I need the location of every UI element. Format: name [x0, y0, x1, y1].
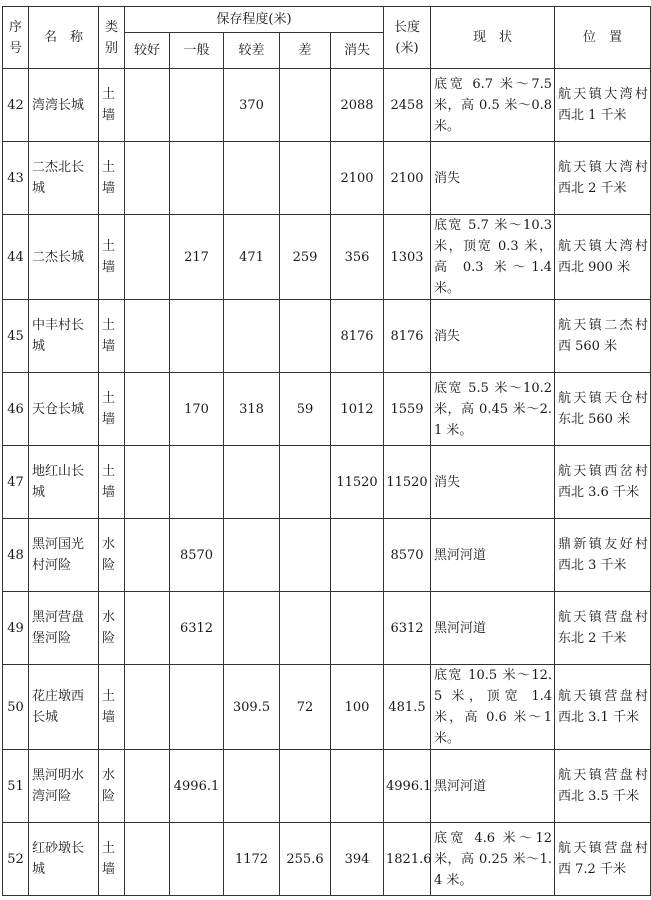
cell-name: 地红山长城 [29, 446, 99, 519]
cell-poor [224, 750, 280, 823]
cell-status: 底宽 6.7 米～7.5 米，高 0.5 米～0.8 米。 [431, 69, 555, 142]
cell-seq: 50 [3, 665, 29, 750]
cell-fair [170, 142, 224, 215]
header-seq: 序号 [3, 7, 29, 69]
cell-fair: 8570 [170, 519, 224, 592]
cell-good [125, 373, 170, 446]
cell-seq: 47 [3, 446, 29, 519]
cell-good [125, 592, 170, 665]
cell-length: 4996.1 [384, 750, 431, 823]
header-kind: 类别 [99, 7, 125, 69]
cell-length: 6312 [384, 592, 431, 665]
cell-status: 底宽 5.5 米～10.2 米，高 0.45 米～2.1 米。 [431, 373, 555, 446]
cell-seq: 52 [3, 823, 29, 896]
cell-seq: 49 [3, 592, 29, 665]
cell-length: 8176 [384, 300, 431, 373]
cell-bad [280, 750, 331, 823]
cell-poor: 309.5 [224, 665, 280, 750]
cell-seq: 43 [3, 142, 29, 215]
cell-poor: 318 [224, 373, 280, 446]
cell-kind: 土墙 [99, 446, 125, 519]
cell-length: 1303 [384, 215, 431, 300]
cell-location: 航天镇西岔村西北 3.6 千米 [555, 446, 651, 519]
table-row [3, 750, 651, 823]
cell-good [125, 665, 170, 750]
cell-lost: 2100 [331, 142, 384, 215]
cell-lost: 1012 [331, 373, 384, 446]
table-row [3, 300, 651, 373]
cell-location: 航天镇营盘村东北 2 千米 [555, 592, 651, 665]
table-row [3, 592, 651, 665]
cell-location: 航天镇营盘村西 7.2 千米 [555, 823, 651, 896]
cell-poor [224, 142, 280, 215]
header-level-bad: 差 [280, 33, 331, 69]
cell-fair [170, 823, 224, 896]
cell-kind: 土墙 [99, 300, 125, 373]
header-length: 长度(米) [384, 7, 431, 69]
cell-status: 底宽 10.5 米～12.5 米，顶宽 1.4 米，高 0.6 米～1 米。 [431, 665, 555, 750]
cell-bad [280, 446, 331, 519]
cell-bad [280, 519, 331, 592]
cell-good [125, 750, 170, 823]
cell-status: 底宽 5.7 米～10.3 米，顶宽 0.3 米，高 0.3 米～1.4 米。 [431, 215, 555, 300]
cell-name: 黑河明水湾河险 [29, 750, 99, 823]
header-status: 现 状 [431, 7, 555, 69]
cell-status: 底宽 4.6 米～12 米，高 0.25 米～1.4 米。 [431, 823, 555, 896]
cell-good [125, 823, 170, 896]
table-row [3, 215, 651, 300]
cell-good [125, 142, 170, 215]
cell-length: 11520 [384, 446, 431, 519]
cell-status: 消失 [431, 142, 555, 215]
cell-name: 中丰村长城 [29, 300, 99, 373]
cell-kind: 水险 [99, 519, 125, 592]
header-level-fair: 一般 [170, 33, 224, 69]
cell-lost: 2088 [331, 69, 384, 142]
cell-bad [280, 300, 331, 373]
cell-poor [224, 592, 280, 665]
cell-fair [170, 665, 224, 750]
cell-location: 航天镇营盘村西北 3.5 千米 [555, 750, 651, 823]
header-preservation: 保存程度(米) [125, 7, 384, 33]
cell-seq: 42 [3, 69, 29, 142]
cell-lost: 394 [331, 823, 384, 896]
cell-bad [280, 592, 331, 665]
cell-bad [280, 69, 331, 142]
cell-kind: 土墙 [99, 142, 125, 215]
cell-good [125, 69, 170, 142]
cell-kind: 土墙 [99, 373, 125, 446]
cell-good [125, 215, 170, 300]
cell-status: 黑河河道 [431, 592, 555, 665]
cell-status: 消失 [431, 446, 555, 519]
header-name: 名 称 [29, 7, 99, 69]
cell-lost: 356 [331, 215, 384, 300]
cell-poor [224, 300, 280, 373]
cell-name: 红砂墩长城 [29, 823, 99, 896]
table-header [3, 7, 651, 69]
cell-fair: 170 [170, 373, 224, 446]
cell-length: 481.5 [384, 665, 431, 750]
cell-seq: 51 [3, 750, 29, 823]
cell-fair [170, 446, 224, 519]
table-row [3, 69, 651, 142]
cell-location: 航天镇大湾村西北 1 千米 [555, 69, 651, 142]
cell-location: 航天镇天仓村东北 560 米 [555, 373, 651, 446]
cell-length: 1821.6 [384, 823, 431, 896]
cell-length: 8570 [384, 519, 431, 592]
great-wall-segments-table [2, 6, 651, 896]
cell-fair: 4996.1 [170, 750, 224, 823]
cell-kind: 水险 [99, 592, 125, 665]
cell-length: 2100 [384, 142, 431, 215]
cell-location: 航天镇大湾村西北 2 千米 [555, 142, 651, 215]
cell-name: 花庄墩西长城 [29, 665, 99, 750]
table-row [3, 823, 651, 896]
cell-seq: 45 [3, 300, 29, 373]
cell-poor: 370 [224, 69, 280, 142]
table-row [3, 519, 651, 592]
cell-name: 二杰长城 [29, 215, 99, 300]
cell-good [125, 519, 170, 592]
cell-lost [331, 519, 384, 592]
cell-seq: 46 [3, 373, 29, 446]
table-row [3, 446, 651, 519]
cell-bad: 255.6 [280, 823, 331, 896]
cell-name: 二杰北长城 [29, 142, 99, 215]
cell-seq: 44 [3, 215, 29, 300]
cell-lost [331, 592, 384, 665]
cell-location: 航天镇二杰村西 560 米 [555, 300, 651, 373]
cell-fair [170, 300, 224, 373]
cell-name: 黑河国光村河险 [29, 519, 99, 592]
header-location: 位 置 [555, 7, 651, 69]
cell-fair: 217 [170, 215, 224, 300]
cell-name: 天仓长城 [29, 373, 99, 446]
cell-lost [331, 750, 384, 823]
cell-poor: 1172 [224, 823, 280, 896]
cell-location: 鼎新镇友好村西北 3 千米 [555, 519, 651, 592]
table-row [3, 373, 651, 446]
table-row [3, 142, 651, 215]
cell-bad: 59 [280, 373, 331, 446]
cell-poor [224, 519, 280, 592]
cell-kind: 水险 [99, 750, 125, 823]
table-body [3, 69, 651, 896]
cell-lost: 11520 [331, 446, 384, 519]
cell-fair [170, 69, 224, 142]
cell-bad [280, 142, 331, 215]
cell-bad: 259 [280, 215, 331, 300]
cell-lost: 8176 [331, 300, 384, 373]
cell-length: 2458 [384, 69, 431, 142]
preservation-table-page [2, 6, 648, 896]
cell-name: 湾湾长城 [29, 69, 99, 142]
cell-good [125, 446, 170, 519]
cell-fair: 6312 [170, 592, 224, 665]
cell-status: 黑河河道 [431, 750, 555, 823]
cell-status: 消失 [431, 300, 555, 373]
header-level-poor: 较差 [224, 33, 280, 69]
cell-poor [224, 446, 280, 519]
cell-status: 黑河河道 [431, 519, 555, 592]
cell-length: 1559 [384, 373, 431, 446]
cell-seq: 48 [3, 519, 29, 592]
header-level-good: 较好 [125, 33, 170, 69]
cell-name: 黑河营盘堡河险 [29, 592, 99, 665]
cell-kind: 土墙 [99, 665, 125, 750]
cell-kind: 土墙 [99, 823, 125, 896]
table-row [3, 665, 651, 750]
cell-kind: 土墙 [99, 215, 125, 300]
cell-good [125, 300, 170, 373]
cell-bad: 72 [280, 665, 331, 750]
header-level-lost: 消失 [331, 33, 384, 69]
cell-location: 航天镇大湾村西北 900 米 [555, 215, 651, 300]
cell-lost: 100 [331, 665, 384, 750]
cell-location: 航天镇营盘村西北 3.1 千米 [555, 665, 651, 750]
cell-kind: 土墙 [99, 69, 125, 142]
cell-poor: 471 [224, 215, 280, 300]
